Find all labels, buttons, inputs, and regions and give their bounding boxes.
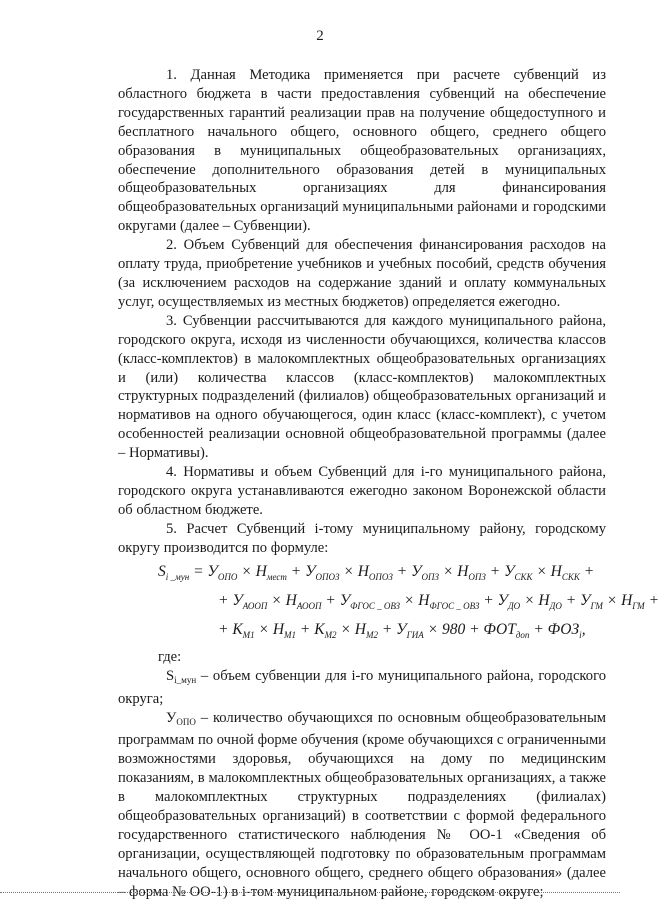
formula-term: × Н (400, 591, 430, 609)
formula-subscript: М1 (284, 629, 297, 640)
document-body (118, 66, 659, 902)
formula-subscript: ДО (549, 600, 562, 611)
formula-term: + У (485, 562, 515, 580)
formula-subscript: АООП (242, 600, 268, 611)
definition-u-opo (118, 709, 606, 902)
formula-line-1 (118, 560, 606, 589)
formula-term: + (579, 562, 595, 580)
formula-line-2 (118, 589, 659, 618)
paragraph-3: 3. Субвенции рассчитываются для каждого муниципального района, городского округа, исходя из численности обучающихся, количества классов (класс-комплектов) в малокомплектных общеобразовательных организациях и (или) количества классов (класс-комплектов) малокомплектных структурных подразделений (филиалов) общеобразовательных организаций и нормативов на одного обучающегося, один класс (класс-комплект), с учетом особенностей реализации основной общеобразовательной программы (далее – Нормативы). (118, 312, 606, 462)
formula-subscript: ФГОС _ ОВЗ (429, 600, 480, 611)
definition-s (118, 667, 606, 709)
formula-subscript: мест (266, 571, 287, 582)
formula-subscript: ГМ (590, 600, 603, 611)
formula-term: + К (218, 620, 243, 638)
definition-u-text: – количество обучающихся по основным общеобразовательным программам по очной форме обучения (кроме обучающихся с ограниченными возможностями здоровья, обучающихся на дому по медицинским показаниям, в малокомплектных общеобразовательных организациях, а также в малокомплектных структурных подразделениях (филиалах) общеобразовательных организаций) в соответствии с формой федерального государственного статистического наблюдения № ОО-1 «Сведения об организации, осуществляющей подготовку по образовательным программам начального общего, основного общего, среднего общего образования» (далее – форма № ОО-1) в i-том муниципальном районе, городском округе; (118, 709, 606, 900)
formula-term: = У (189, 562, 218, 580)
formula-term: + У (286, 562, 316, 580)
formula-subscript: СКК (561, 571, 580, 582)
symbol-u: У (166, 709, 177, 726)
formula-term: × Н (254, 620, 285, 638)
formula-subscript: ОПЗ (468, 571, 486, 582)
formula-term: × Н (520, 591, 550, 609)
formula-subscript: ОПЗ (421, 571, 439, 582)
formula-term: + У (218, 591, 243, 609)
symbol-s-subscript: i_мун (174, 674, 197, 685)
formula-term: + У (377, 620, 407, 638)
formula-subscript: М1 (242, 629, 255, 640)
bottom-dotted-rule (0, 892, 620, 893)
paragraph-5: 5. Расчет Субвенций i-тому муниципальному району, городскому округу производится по формуле: (118, 520, 606, 556)
formula-subscript: i _мун (165, 571, 190, 582)
formula-term: × 980 + ФОТ (423, 620, 516, 638)
symbol-u-subscript: ОПО (176, 716, 196, 727)
paragraph-1: 1. Данная Методика применяется при расчете субвенций из областного бюджета в части предоставления субвенций на обеспечение государственных гарантий реализации прав на получение общедоступного и бесплатного начального общего, основного общего, среднего общего образования в муниципальных общеобразовательных организациях, обеспечение дополнительного образования детей в муниципальных общеобразовательных организациях для финансирования общеобразовательных организаций муниципальными районами и городскими округами (далее – Субвенции). (118, 67, 606, 235)
formula-subscript: ОПОЗ (315, 571, 340, 582)
formula-term: + К (296, 620, 325, 638)
formula-term: + У (321, 591, 351, 609)
symbol-s: S (166, 667, 175, 684)
formula-term: × Н (438, 562, 469, 580)
formula-subscript: доп (515, 629, 530, 640)
formula-term: + У (479, 591, 508, 609)
formula-term: × Н (237, 562, 267, 580)
formula-term: × Н (602, 591, 633, 609)
formula-line-3 (118, 618, 606, 647)
formula-term: × Н (532, 562, 562, 580)
formula-subscript: СКК (514, 571, 533, 582)
paragraph-2: 2. Объем Субвенций для обеспечения финансирования расходов на оплату труда, приобретение учебников и учебных пособий, средств обучения (за исключением расходов на содержание зданий и оплату коммунальных услуг, осуществляемых из местных бюджетов) определяется ежегодно. (118, 237, 606, 310)
page-number: 2 (316, 28, 324, 44)
formula-subscript: ФГОС _ ОВЗ (350, 600, 401, 611)
formula-term: + (644, 591, 659, 609)
formula-term: × Н (336, 620, 366, 638)
formula-subscript: М2 (365, 629, 378, 640)
formula-term: × Н (267, 591, 297, 609)
definition-s-text: – объем субвенции для i-го муниципального района, городского округа; (118, 667, 606, 707)
formula-subscript: ОПОЗ (368, 571, 393, 582)
formula-subscript: ГИА (406, 629, 424, 640)
subvention-formula (118, 560, 659, 647)
formula-term: + У (392, 562, 422, 580)
formula-term: + ФОЗ (529, 620, 580, 638)
formula-subscript: ОПО (217, 571, 238, 582)
formula-subscript: ДО (507, 600, 521, 611)
formula-subscript: М2 (324, 629, 337, 640)
formula-term: + У (561, 591, 591, 609)
formula-subscript: ГМ (632, 600, 645, 611)
where-label: где: (158, 648, 182, 665)
formula-subscript: i (579, 629, 582, 640)
formula-term: × Н (339, 562, 369, 580)
formula-term: , (581, 620, 586, 638)
formula-subscript: АООП (296, 600, 322, 611)
paragraph-4: 4. Нормативы и объем Субвенций для i-го муниципального района, городского округа устанавливаются ежегодно законом Воронежской области об областном бюджете. (118, 464, 606, 518)
formula-term: S (158, 562, 166, 580)
